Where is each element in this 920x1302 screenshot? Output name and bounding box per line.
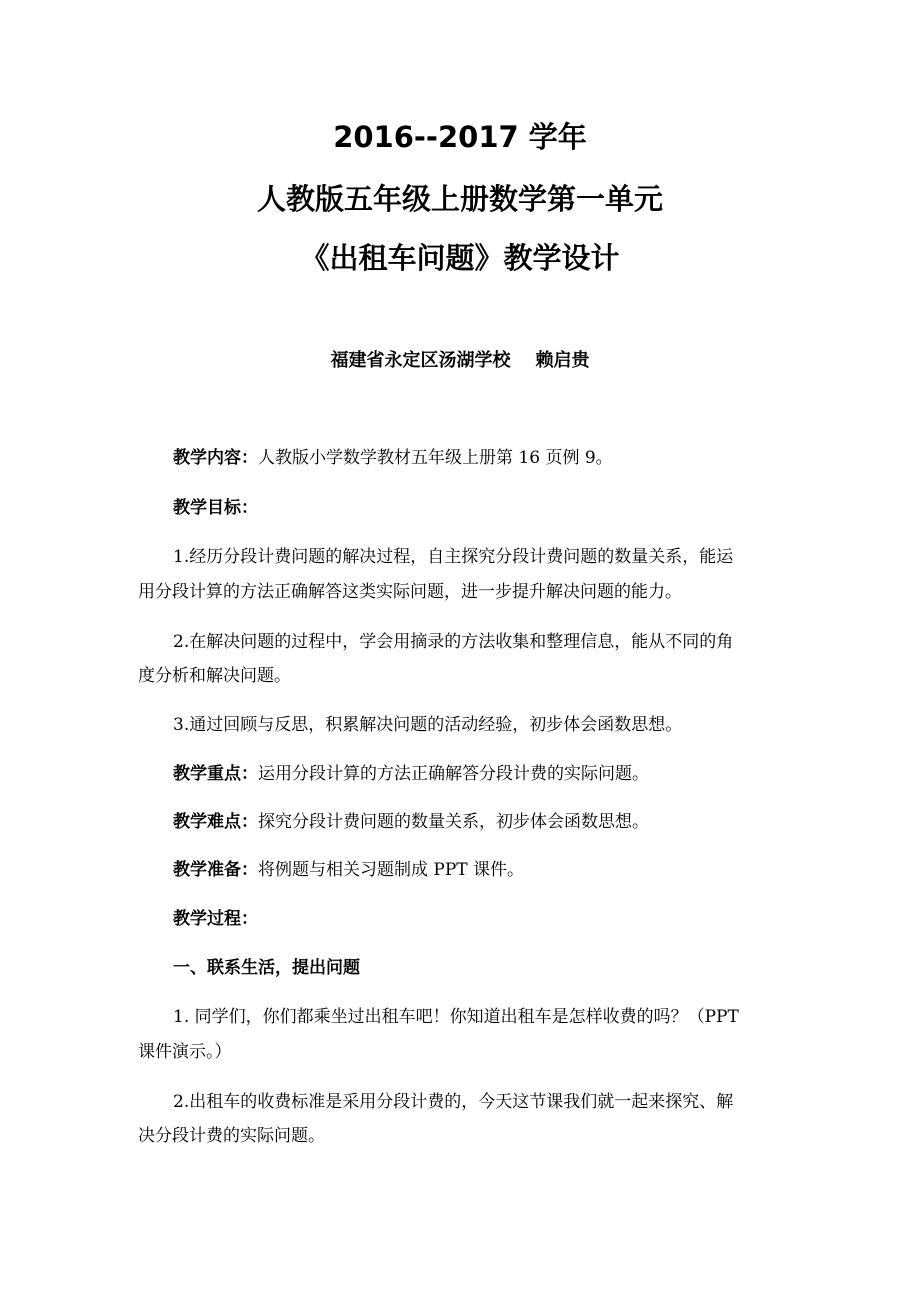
step-2-line-2: 决分段计费的实际问题。	[138, 1126, 325, 1146]
subtitle: 人教版五年级上册数学第一单元	[256, 182, 663, 216]
step-2-text-1: 2.出租车的收费标准是采用分段计费的，今天这节课我们就一起来探究、解	[173, 1092, 734, 1112]
step-1-text-1: 1. 同学们，你们都乘坐过出租车吧！你知道出租车是怎样收费的吗？（PPT	[173, 1007, 739, 1027]
year-title: 2016--2017 学年	[333, 120, 587, 154]
preparation-text: 将例题与相关习题制成 PPT 课件。	[258, 860, 525, 880]
difficulty-paragraph	[173, 811, 788, 833]
step-1-line-1	[173, 1006, 793, 1028]
objective-1-line-1	[173, 546, 793, 568]
key-point-label: 教学重点：	[173, 764, 258, 784]
objective-2-line-2: 度分析和解决问题。	[138, 666, 291, 686]
author-line: 福建省永定区汤湖学校 赖启贵	[330, 350, 590, 371]
difficulty-text: 探究分段计费问题的数量关系，初步体会函数思想。	[258, 812, 649, 832]
content-paragraph	[173, 447, 788, 469]
section-1-heading: 一、联系生活，提出问题	[173, 958, 360, 978]
step-2-line-1	[173, 1091, 793, 1113]
preparation-label: 教学准备：	[173, 860, 258, 880]
content-label: 教学内容：	[173, 448, 258, 468]
objective-1-text-1: 1.经历分段计费问题的解决过程，自主探究分段计费问题的数量关系，能运	[173, 547, 734, 567]
objective-2-line-1	[173, 631, 793, 653]
step-1-line-2: 课件演示。）	[138, 1042, 232, 1062]
objective-2-text-1: 2.在解决问题的过程中，学会用摘录的方法收集和整理信息，能从不同的角	[173, 632, 734, 652]
process-label: 教学过程：	[173, 909, 258, 929]
key-point-paragraph	[173, 763, 788, 785]
objectives-label: 教学目标：	[173, 498, 258, 518]
content-text: 人教版小学数学教材五年级上册第 16 页例 9。	[258, 448, 613, 468]
key-point-text: 运用分段计算的方法正确解答分段计费的实际问题。	[258, 764, 649, 784]
preparation-paragraph	[173, 859, 788, 881]
difficulty-label: 教学难点：	[173, 812, 258, 832]
objective-1-line-2: 用分段计算的方法正确解答这类实际问题，进一步提升解决问题的能力。	[138, 582, 682, 602]
lesson-title: 《出租车问题》教学设计	[300, 241, 620, 275]
objective-3: 3.通过回顾与反思，积累解决问题的活动经验，初步体会函数思想。	[173, 715, 683, 735]
